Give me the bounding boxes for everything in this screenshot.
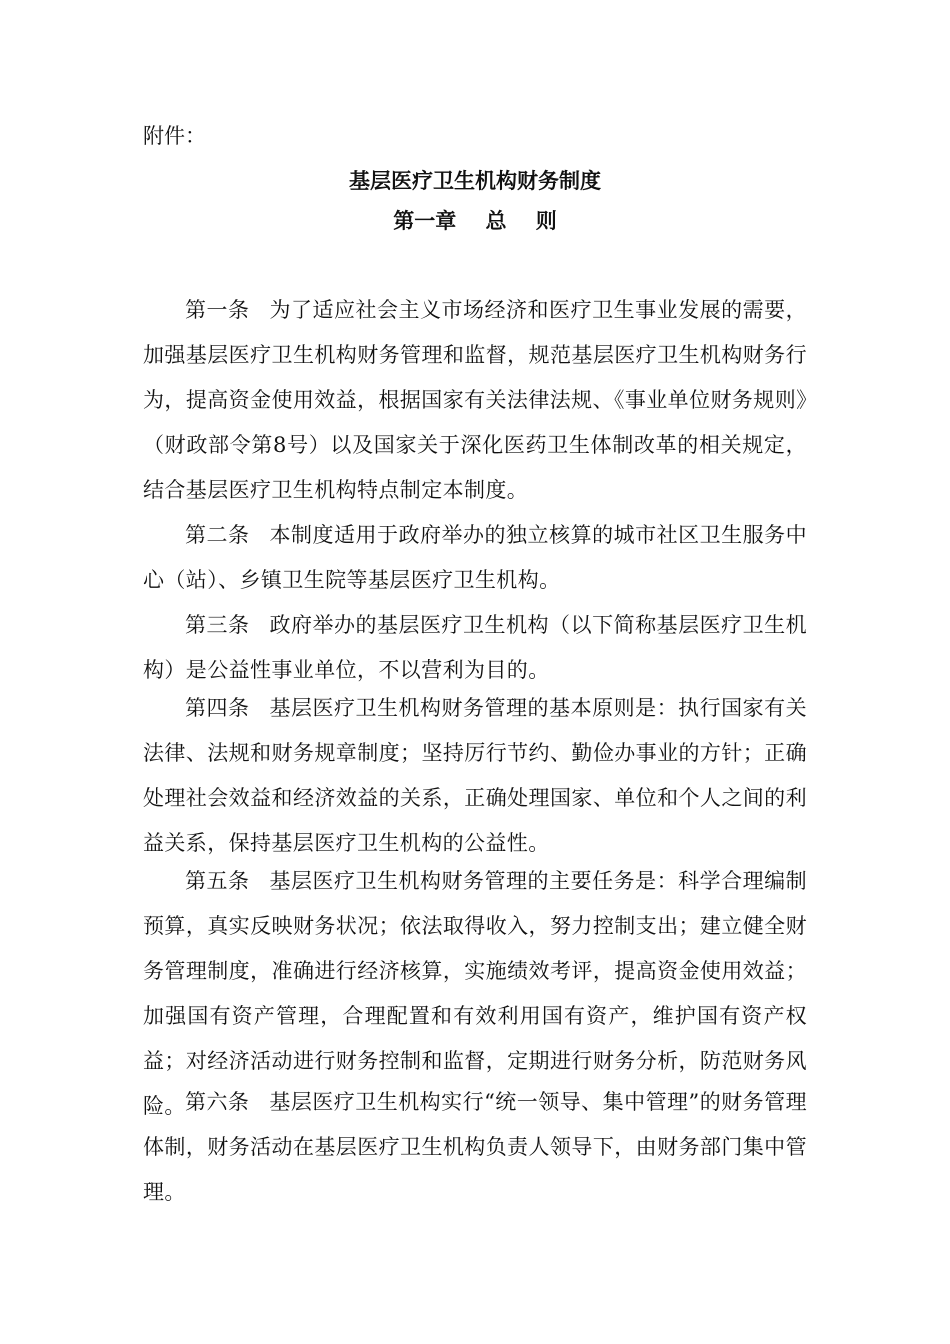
article-4 [143, 686, 807, 866]
article-text: 基层医疗卫生机构实行“统一领导、集中管理”的财务管理体制，财务活动在基层医疗卫生机构负责人领导下，由财务部门集中管理。 [143, 1090, 807, 1204]
chapter-title: 第一章 总 则 [393, 209, 557, 233]
article-6 [143, 1080, 807, 1215]
article-text: 本制度适用于政府举办的独立核算的城市社区卫生服务中心（站）、乡镇卫生院等基层医疗卫生机构。 [143, 523, 807, 592]
article-number: 第六条 [185, 1090, 250, 1114]
article-text: 为了适应社会主义市场经济和医疗卫生事业发展的需要，加强基层医疗卫生机构财务管理和监督，规范基层医疗卫生机构财务行为，提高资金使用效益，根据国家有关法律法规、《事业单位财务规则》（财政部令第8号）以及国家关于深化医药卫生体制改革的相关规定，结合基层医疗卫生机构特点制定本制度。 [143, 298, 807, 502]
article-3 [143, 603, 807, 693]
article-1 [143, 288, 807, 513]
article-text: 政府举办的基层医疗卫生机构（以下简称基层医疗卫生机构）是公益性事业单位，不以营利为目的。 [143, 613, 807, 682]
article-number: 第二条 [185, 523, 250, 547]
article-text: 基层医疗卫生机构财务管理的主要任务是：科学合理编制预算，真实反映财务状况；依法取得收入，努力控制支出；建立健全财务管理制度，准确进行经济核算，实施绩效考评，提高资金使用效益；加强国有资产管理，合理配置和有效利用国有资产，维护国有资产权益；对经济活动进行财务控制和监督，定期进行财务分析，防范财务风险。 [143, 869, 807, 1118]
attachment-label: 附件： [143, 124, 206, 148]
article-number: 第五条 [185, 869, 250, 893]
article-2 [143, 513, 807, 603]
document-title: 基层医疗卫生机构财务制度 [349, 169, 601, 193]
article-number: 第三条 [185, 613, 250, 637]
article-number: 第一条 [185, 298, 250, 322]
article-text: 基层医疗卫生机构财务管理的基本原则是：执行国家有关法律、法规和财务规章制度；坚持厉行节约、勤俭办事业的方针；正确处理社会效益和经济效益的关系，正确处理国家、单位和个人之间的利益关系，保持基层医疗卫生机构的公益性。 [143, 696, 807, 855]
article-number: 第四条 [185, 696, 250, 720]
